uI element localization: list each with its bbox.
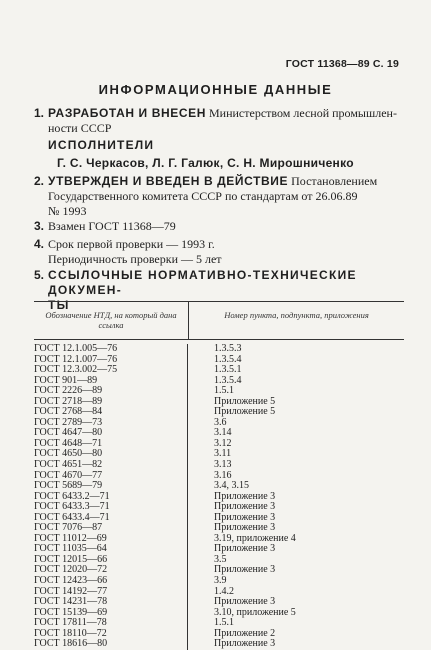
clause-number: 3.9 xyxy=(214,575,227,587)
item-2-text: Постановлением xyxy=(288,174,378,188)
clause-number: Приложение 3 xyxy=(214,543,276,555)
clause-number: 3.19, приложение 4 xyxy=(214,532,296,544)
page-header: ГОСТ 11368—89 С. 19 xyxy=(285,58,399,70)
item-3 xyxy=(34,219,404,234)
ntd-designation: ГОСТ 14192—77 xyxy=(34,587,188,598)
ntd-designation: ГОСТ 18616—80 xyxy=(34,639,188,650)
executors-label: ИСПОЛНИТЕЛИ xyxy=(48,138,155,152)
item-number: 4. xyxy=(34,237,45,251)
item-5-heading: ССЫЛОЧНЫЕ НОРМАТИВНО-ТЕХНИЧЕСКИЕ ДОКУМЕН- xyxy=(48,268,357,297)
clause-number: Приложение 3 xyxy=(214,596,276,608)
table-header-col2: Номер пункта, подпункта, приложения xyxy=(224,310,369,320)
clause-number: 1.3.5.3 xyxy=(214,343,242,354)
item-1 xyxy=(34,106,404,136)
clause-number: 3.5 xyxy=(214,553,227,565)
item-4-text-line2: Периодичность проверки — 5 лет xyxy=(48,252,222,266)
ntd-designation: ГОСТ 14231—78 xyxy=(34,597,188,608)
ntd-designation: ГОСТ 11012—69 xyxy=(34,534,188,545)
ntd-designation: ГОСТ 12020—72 xyxy=(34,565,188,576)
clause-number: 3.4, 3.15 xyxy=(214,480,249,492)
table-row xyxy=(34,344,404,355)
item-2-text-line2: Государственного комитета СССР по стандартам от 26.06.89 xyxy=(48,189,358,203)
clause-number: Приложение 5 xyxy=(214,395,276,407)
clause-number: 1.3.5.4 xyxy=(214,353,242,365)
ntd-designation: ГОСТ 4647—80 xyxy=(34,428,188,439)
clause-number: 3.14 xyxy=(214,427,232,439)
item-2 xyxy=(34,174,404,219)
ntd-designation: ГОСТ 17811—78 xyxy=(34,618,188,629)
table-header xyxy=(34,302,404,340)
ntd-designation: ГОСТ 4648—71 xyxy=(34,439,188,450)
ntd-designation: ГОСТ 11035—64 xyxy=(34,544,188,555)
table-header-col1: Обозначение НТД, на который дана ссылка xyxy=(34,302,189,339)
ntd-designation: ГОСТ 18110—72 xyxy=(34,629,188,640)
clause-number: 1.5.1 xyxy=(214,617,234,629)
ntd-designation: ГОСТ 12.1.007—76 xyxy=(34,355,188,366)
clause-number: 1.5.1 xyxy=(214,385,234,397)
page-title: ИНФОРМАЦИОННЫЕ ДАННЫЕ xyxy=(98,82,333,97)
clause-number: 3.13 xyxy=(214,459,232,471)
clause-number: Приложение 3 xyxy=(214,490,276,502)
clause-number: Приложение 2 xyxy=(214,627,276,639)
ntd-designation: ГОСТ 2226—89 xyxy=(34,386,188,397)
table-row xyxy=(34,576,404,587)
clause-number: Приложение 3 xyxy=(214,522,276,534)
clause-number: 3.11 xyxy=(214,448,232,460)
clause-number: Приложение 5 xyxy=(214,406,276,418)
ntd-designation: ГОСТ 12015—66 xyxy=(34,555,188,566)
ntd-designation: ГОСТ 6433.2—71 xyxy=(34,492,188,503)
item-number: 1. xyxy=(34,106,45,120)
reference-table xyxy=(34,301,404,650)
clause-number: 1.4.2 xyxy=(214,585,234,597)
item-1-text-line2: ности СССР xyxy=(48,121,112,135)
clause-number: 1.3.5.1 xyxy=(214,364,242,376)
ntd-designation: ГОСТ 901—89 xyxy=(34,376,188,387)
ntd-designation: ГОСТ 12.1.005—76 xyxy=(34,344,188,355)
item-2-heading: УТВЕРЖДЕН И ВВЕДЕН В ДЕЙСТВИЕ xyxy=(48,174,289,188)
item-2-text-line3: № 1993 xyxy=(48,204,87,218)
clause-number: Приложение 3 xyxy=(214,501,276,513)
item-4 xyxy=(34,237,404,267)
item-3-text: Взамен ГОСТ 11368—79 xyxy=(48,219,176,233)
ntd-designation: ГОСТ 12423—66 xyxy=(34,576,188,587)
ntd-designation: ГОСТ 7076—87 xyxy=(34,523,188,534)
clause-number: Приложение 3 xyxy=(214,511,276,523)
ntd-designation: ГОСТ 6433.3—71 xyxy=(34,502,188,513)
item-1-heading: РАЗРАБОТАН И ВНЕСЕН xyxy=(48,106,206,120)
ntd-designation: ГОСТ 5689—79 xyxy=(34,481,188,492)
item-number: 2. xyxy=(34,174,45,188)
table-body xyxy=(34,340,404,650)
clause-number: 3.12 xyxy=(214,437,232,449)
item-number: 5. xyxy=(34,268,45,282)
clause-number: 1.3.5.4 xyxy=(214,374,242,386)
executors-names: Г. С. Черкасов, Л. Г. Галюк, С. Н. Мирошниченко xyxy=(57,156,354,170)
ntd-designation: ГОСТ 6433.4—71 xyxy=(34,513,188,524)
item-number: 3. xyxy=(34,219,45,233)
clause-number: Приложение 3 xyxy=(214,564,276,576)
item-5-heading-line2: ТЫ xyxy=(48,298,70,312)
clause-number: 3.10, приложение 5 xyxy=(214,606,296,618)
clause-number: 3.6 xyxy=(214,416,227,428)
ntd-designation: ГОСТ 15139—69 xyxy=(34,608,188,619)
ntd-designation: ГОСТ 12.3.002—75 xyxy=(34,365,188,376)
table-row xyxy=(34,460,404,471)
ntd-designation: ГОСТ 2718—89 xyxy=(34,397,188,408)
ntd-designation: ГОСТ 2768—84 xyxy=(34,407,188,418)
ntd-designation: ГОСТ 4650—80 xyxy=(34,449,188,460)
ntd-designation: ГОСТ 4651—82 xyxy=(34,460,188,471)
clause-number: Приложение 3 xyxy=(214,638,276,650)
ntd-designation: ГОСТ 4670—77 xyxy=(34,471,188,482)
item-4-text-line1: Срок первой проверки — 1993 г. xyxy=(48,237,215,251)
ntd-designation: ГОСТ 2789—73 xyxy=(34,418,188,429)
clause-number: 3.16 xyxy=(214,469,232,481)
item-1-text: Министерством лесной промышлен- xyxy=(205,106,397,120)
